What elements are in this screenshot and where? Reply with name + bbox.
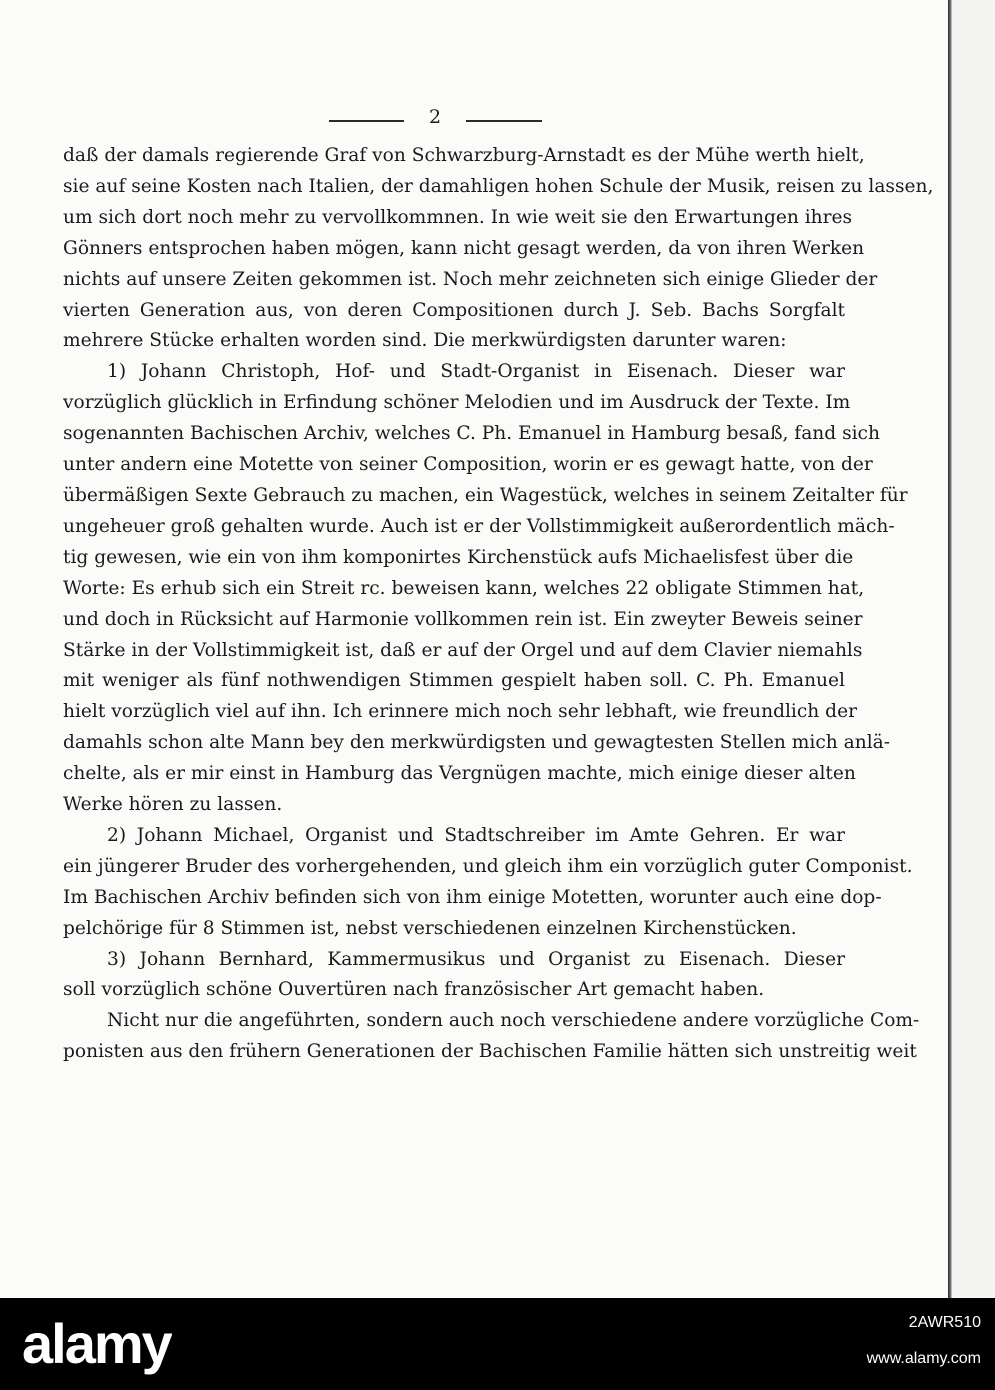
text-line: pelchörige für 8 Stimmen ist, nebst verschiedenen einzelnen Kirchenstücken.	[63, 917, 797, 939]
text-line: Stärke in der Vollstimmigkeit ist, daß er auf der Orgel und auf dem Clavier niemahls	[63, 639, 863, 661]
text-line: Nicht nur die angeführten, sondern auch noch verschiedene andere vorzügliche Com-	[107, 1010, 920, 1032]
text-line: übermäßigen Sexte Gebrauch zu machen, ein Wagestück, welches in seinem Zeitalter für	[63, 484, 908, 506]
text-line: Gönners entsprochen haben mögen, kann nicht gesagt werden, da von ihren Werken	[63, 237, 865, 259]
page-header	[0, 104, 940, 134]
text-line: soll vorzüglich schöne Ouvertüren nach französischer Art gemacht haben.	[63, 979, 765, 1001]
body-text	[63, 141, 934, 1068]
text-line: vorzüglich glücklich in Erfindung schöner Melodien und im Ausdruck der Texte. Im	[63, 392, 851, 414]
text-line: sie auf seine Kosten nach Italien, der damahligen hohen Schule der Musik, reisen zu lassen,	[63, 175, 934, 197]
text-line: ungeheuer groß gehalten wurde. Auch ist er der Vollstimmigkeit außerordentlich mäch-	[63, 515, 895, 537]
text-line: damahls schon alte Mann bey den merkwürdigsten und gewagtesten Stellen mich anlä-	[63, 732, 891, 754]
text-line: 1) Johann Christoph, Hof- und Stadt-Organist in Eisenach. Dieser war	[107, 361, 845, 383]
watermark-footer	[0, 1298, 995, 1390]
text-line: Im Bachischen Archiv befinden sich von ihm einige Motetten, worunter auch eine dop-	[63, 886, 882, 908]
header-rule-right	[466, 120, 542, 122]
text-line: mit weniger als fünf nothwendigen Stimmen gespielt haben soll. C. Ph. Emanuel	[63, 670, 845, 692]
text-line: Werke hören zu lassen.	[63, 794, 283, 816]
text-line: unter andern eine Motette von seiner Composition, worin er es gewagt hatte, von der	[63, 454, 873, 476]
text-line: mehrere Stücke erhalten worden sind. Die merkwürdigsten darunter waren:	[63, 330, 787, 352]
text-line: daß der damals regierende Graf von Schwarzburg-Arnstadt es der Mühe werth hielt,	[63, 145, 865, 166]
text-line: sogenannten Bachischen Archiv, welches C. Ph. Emanuel in Hamburg besaß, fand sich	[63, 423, 880, 445]
text-line: hielt vorzüglich viel auf ihn. Ich erinnere mich noch sehr lebhaft, wie freundlich der	[63, 701, 857, 723]
text-line: ein jüngerer Bruder des vorhergehenden, und gleich ihm ein vorzüglich guter Componist.	[63, 855, 913, 877]
text-line: Worte: Es erhub sich ein Streit rc. beweisen kann, welches 22 obligate Stimmen hat,	[63, 577, 865, 599]
text-line: chelte, als er mir einst in Hamburg das Vergnügen machte, mich einige dieser alten	[63, 763, 856, 785]
text-line: um sich dort noch mehr zu vervollkommnen. In wie weit sie den Erwartungen ihres	[63, 206, 853, 228]
text-line: 2) Johann Michael, Organist und Stadtschreiber im Amte Gehren. Er war	[107, 824, 845, 846]
text-line: ponisten aus den frühern Generationen der Bachischen Familie hätten sich unstreitig weit	[63, 1041, 917, 1063]
text-line: tig gewesen, wie ein von ihm komponirtes Kirchenstück aufs Michaelisfest über die	[63, 546, 854, 568]
brand-logo: alamy	[22, 1312, 171, 1375]
brand-mark-icon	[172, 1328, 212, 1362]
page-number: 2	[428, 106, 442, 128]
site-url: www.alamy.com	[866, 1350, 981, 1367]
text-line: nichts auf unsere Zeiten gekommen ist. Noch mehr zeichneten sich einige Glieder der	[63, 268, 878, 290]
text-line: und doch in Rücksicht auf Harmonie vollkommen rein ist. Ein zweyter Beweis seiner	[63, 608, 863, 630]
text-line: 3) Johann Bernhard, Kammermusikus und Organist zu Eisenach. Dieser	[107, 948, 845, 970]
header-rule-left	[329, 120, 404, 122]
page-margin-right	[952, 0, 995, 1298]
text-line: vierten Generation aus, von deren Compositionen durch J. Seb. Bachs Sorgfalt	[63, 299, 845, 321]
stock-image-id: 2AWR510	[908, 1314, 981, 1331]
